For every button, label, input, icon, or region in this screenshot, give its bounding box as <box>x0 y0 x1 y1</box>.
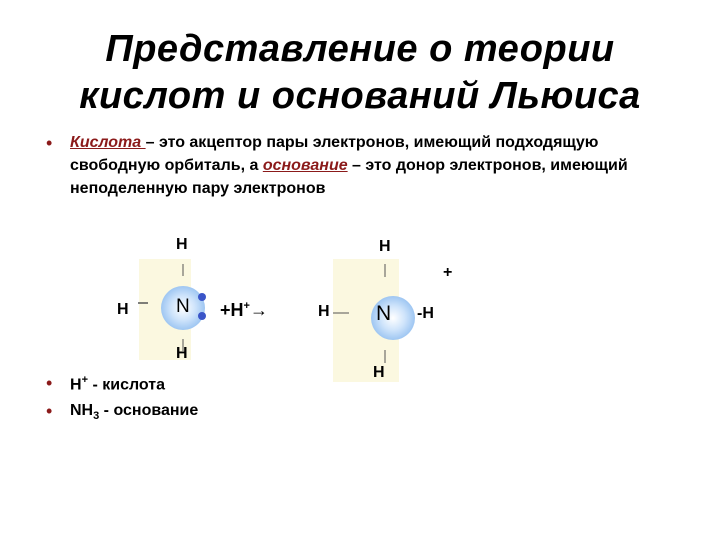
reaction-arrow: → <box>249 300 268 320</box>
h-atom-left-right: H <box>318 303 330 320</box>
definition-text-2: – это донор электронов, имеющий неподеленную пару электронов <box>70 157 628 197</box>
h-atom-bottom-right: H <box>373 364 385 381</box>
definition-text-1: – это акцептор пары электронов, имеющий подходящую свободную орбиталь, а <box>70 134 599 174</box>
h-atom-right-right: -H <box>417 305 434 322</box>
plus-proton <box>220 300 268 321</box>
electron-dot-1 <box>198 293 206 301</box>
h-atom-left-left: H <box>117 301 129 318</box>
ammonium-charge: + <box>443 264 453 281</box>
bullet-base-main: NH <box>70 402 94 419</box>
h-atom-top-right: H <box>379 238 391 255</box>
bullet-acid-sup: + <box>81 374 88 386</box>
nitrogen-left: N <box>176 296 190 317</box>
bullet-acid-text: - кислота <box>88 376 166 394</box>
title-line-1: Представление о теории <box>105 28 615 70</box>
bullet-acid <box>70 374 165 394</box>
bullet-dot: • <box>46 373 53 393</box>
proton-charge: + <box>243 300 250 312</box>
bullet-acid-main: H <box>70 376 82 394</box>
title-line-2: кислот и оснований Льюиса <box>79 75 641 117</box>
electron-dot-2 <box>198 312 206 320</box>
bullet-base-sub: 3 <box>93 410 100 423</box>
h-atom-bottom-left: H <box>176 345 188 362</box>
base-term: основание <box>262 157 348 174</box>
bullet-dot: • <box>46 401 53 421</box>
h-atom-top-left: H <box>176 236 188 253</box>
bullet-dot: • <box>46 133 53 153</box>
plus-h-label: +H <box>220 300 244 320</box>
acid-term: Кислота <box>70 134 146 151</box>
bullet-base <box>70 402 198 422</box>
bullet-base-text: - основание <box>99 402 199 419</box>
nitrogen-right: N <box>376 302 392 325</box>
